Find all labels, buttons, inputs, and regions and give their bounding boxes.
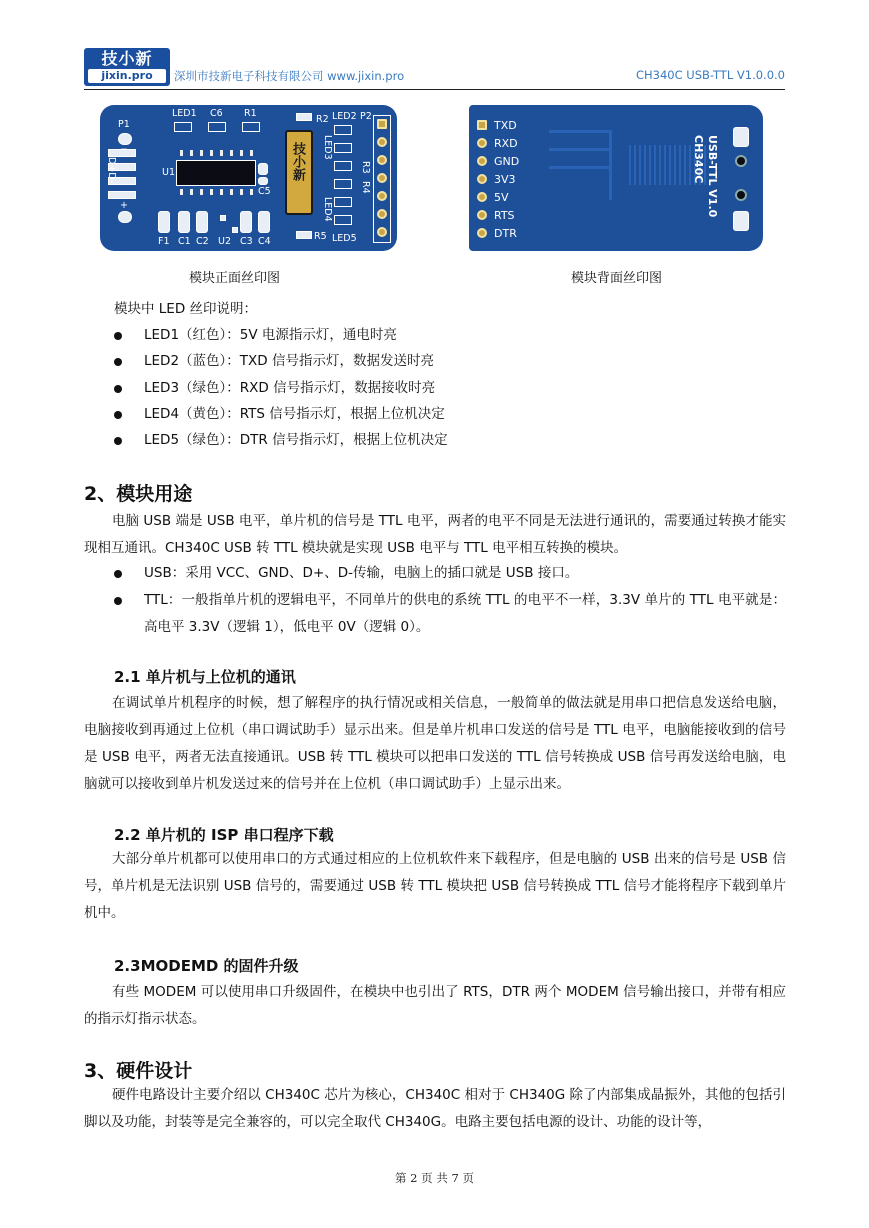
caption-back: 模块背面丝印图 — [571, 271, 663, 286]
pcb-back-image — [469, 105, 763, 251]
pin-hole-dtr — [477, 228, 487, 238]
page-header — [84, 48, 785, 90]
section-2-1-title: 2.1 单片机与上位机的通讯 — [114, 668, 296, 686]
usb-hole — [735, 189, 747, 201]
led-item-text: LED3（绿色）：RXD 信号指示灯，数据接收时亮 — [144, 380, 436, 396]
mount-pad — [118, 211, 132, 223]
r1-footprint — [242, 122, 260, 132]
silk-r2: R2 — [316, 114, 329, 125]
usb-mount-pad — [733, 127, 749, 147]
u2-pad — [220, 215, 226, 221]
silk-c6: C6 — [210, 108, 223, 119]
section-2-para: 电脑 USB 端是 USB 电平，单片机的信号是 TTL 电平，两者的电平不同是无法进行通讯的，需要通过转换才能实现相互通讯。CH340C USB 转 TTL 模块就是实现 USB 电平与 TTL 电平相互转换的模块。 — [84, 513, 786, 556]
silk-led3: LED3 — [322, 135, 333, 160]
led-footprint — [334, 125, 352, 135]
silk-plus: + — [120, 200, 128, 211]
silk-p1: P1 — [118, 119, 130, 130]
section-2-2-para: 大部分单片机都可以使用串口的方式通过相应的上位机软件来下载程序，但是电脑的 USB 出来的信号是 USB 信号，单片机是无法识别 USB 信号的，需要通过 USB 转 TTL 模块把 USB 信号转换成 TTL 信号才能将程序下载到单片机中。 — [84, 851, 786, 921]
section-2-2-title: 2.2 单片机的 ISP 串口程序下载 — [114, 826, 334, 844]
page-footer: 第 2 页 共 7 页 — [395, 1171, 474, 1185]
led-footprint — [334, 215, 352, 225]
company-logo — [84, 48, 170, 86]
section-3-title: 3、硬件设计 — [84, 1060, 193, 1082]
c5-pad — [258, 163, 268, 175]
pin-hole-txd — [477, 120, 487, 130]
usb-hole — [735, 155, 747, 167]
led-item-text: LED4（黄色）：RTS 信号指示灯，根据上位机决定 — [144, 406, 445, 422]
silk-dplus-dminus: D+D- — [106, 157, 117, 184]
u1-chip — [176, 160, 256, 186]
silk-led5: LED5 — [332, 233, 357, 244]
silk-board-logo: 技小新 — [290, 142, 305, 181]
pin-label-rts: RTS — [494, 209, 515, 222]
silk-f1: F1 — [158, 236, 170, 247]
silk-c4: C4 — [258, 236, 271, 247]
usage-item-text: USB：采用 VCC、GND、D+、D-传输，电脑上的插口就是 USB 接口。 — [144, 565, 579, 581]
pin-hole-5v — [477, 192, 487, 202]
company-name: 深圳市技新电子科技有限公司 www.jixin.pro — [174, 69, 405, 83]
c3-pad — [240, 211, 252, 233]
silk-c5: C5 — [258, 186, 271, 197]
pcb-front-image — [100, 105, 397, 251]
c2-pad — [196, 211, 208, 233]
header-pin — [377, 173, 387, 183]
silk-minus: − — [120, 144, 128, 155]
pin-label-txd: TXD — [494, 119, 517, 132]
silk-led4: LED4 — [322, 197, 333, 222]
c4-pad — [258, 211, 270, 233]
section-2-3-title: 2.3MODEMD 的固件升级 — [114, 957, 299, 975]
logo-text-en: jixin.pro — [88, 69, 166, 83]
header-pin — [377, 137, 387, 147]
led-footprint — [334, 197, 352, 207]
led-intro: 模块中 LED 丝印说明： — [114, 301, 258, 317]
board-name-line1: USB-TTL V1.0 — [706, 135, 719, 218]
section-2-title: 2、模块用途 — [84, 483, 193, 505]
silk-c1: C1 — [178, 236, 191, 247]
c1-pad — [178, 211, 190, 233]
silk-u1: U1 — [162, 167, 175, 178]
c6-footprint — [208, 122, 226, 132]
silk-r4: R4 — [360, 181, 371, 194]
led-item-text: LED5（绿色）：DTR 信号指示灯，根据上位机决定 — [144, 432, 448, 448]
pin-label-5v: 5V — [494, 191, 509, 204]
header-pin — [377, 227, 387, 237]
section-3-para: 硬件电路设计主要介绍以 CH340C 芯片为核心，CH340C 相对于 CH340G 除了内部集成晶振外，其他的包括引脚以及功能，封装等是完全兼容的，可以完全取代 CH340G。电路主要包括电源的设计、功能的设计等， — [84, 1087, 786, 1130]
silk-r1: R1 — [244, 108, 257, 119]
document-version: CH340C USB-TTL V1.0.0.0 — [635, 68, 785, 82]
silk-c3: C3 — [240, 236, 253, 247]
pin-label-3v3: 3V3 — [494, 173, 516, 186]
pin-hole-rts — [477, 210, 487, 220]
pin-label-rxd: RXD — [494, 137, 518, 150]
pin-hole-3v3 — [477, 174, 487, 184]
header-pin — [377, 155, 387, 165]
f1-pad — [158, 211, 170, 233]
header-pin — [377, 209, 387, 219]
pin-label-dtr: DTR — [494, 227, 517, 240]
silk-led2: LED2 — [332, 111, 357, 122]
section-2-3-para: 有些 MODEM 可以使用串口升级固件，在模块中也引出了 RTS，DTR 两个 MODEM 信号输出接口，并带有相应的指示灯指示状态。 — [84, 984, 786, 1027]
section-2-1-para: 在调试单片机程序的时候，想了解程序的执行情况或相关信息，一般简单的做法就是用串口把信息发送给电脑，电脑接收到再通过上位机（串口调试助手）显示出来。但是单片机串口发送的信号是 TTL 电平，电脑能接收到的信号是 USB 电平，两者无法直接通讯。USB 转 TTL 模块可以把串口发送的 TTL 信号转换成 USB 信号再发送给电脑，电脑就可以接收到单片机发送过来的信号并在上位机（串口调试助手）上显示出来。 — [84, 695, 786, 792]
header-pin — [377, 119, 387, 129]
usb-mount-pad — [733, 211, 749, 231]
silk-u2: U2 — [218, 236, 231, 247]
header-pin — [377, 191, 387, 201]
silk-r5: R5 — [314, 231, 327, 242]
led-footprint — [334, 143, 352, 153]
led-footprint — [334, 179, 352, 189]
silk-c2: C2 — [196, 236, 209, 247]
usb-pad — [108, 191, 136, 199]
usage-item-text: TTL：一般指单片机的逻辑电平，不同单片的供电的系统 TTL 的电平不一样，3.3V 单片的 TTL 电平就是：高电平 3.3V（逻辑 1），低电平 0V（逻辑 0）。 — [144, 592, 786, 635]
r5-pad — [296, 231, 312, 239]
led1-footprint — [174, 122, 192, 132]
silk-led1: LED1 — [172, 108, 197, 119]
logo-text-cn: 技小新 — [101, 49, 153, 68]
c5-pad — [258, 177, 268, 185]
board-name-line2: CH340C — [692, 135, 705, 184]
pin-hole-rxd — [477, 138, 487, 148]
led-item-text: LED2（蓝色）：TXD 信号指示灯，数据发送时亮 — [144, 353, 434, 369]
silk-p2: P2 — [360, 111, 372, 122]
pin-hole-gnd — [477, 156, 487, 166]
caption-front: 模块正面丝印图 — [189, 271, 281, 286]
led-item-text: LED1（红色）：5V 电源指示灯，通电时亮 — [144, 327, 397, 343]
pin-label-gnd: GND — [494, 155, 520, 168]
led-footprint — [334, 161, 352, 171]
board-logo-chip — [285, 130, 313, 215]
r2-pad — [296, 113, 312, 121]
u2-pad — [232, 227, 238, 233]
silk-r3: R3 — [360, 161, 371, 174]
